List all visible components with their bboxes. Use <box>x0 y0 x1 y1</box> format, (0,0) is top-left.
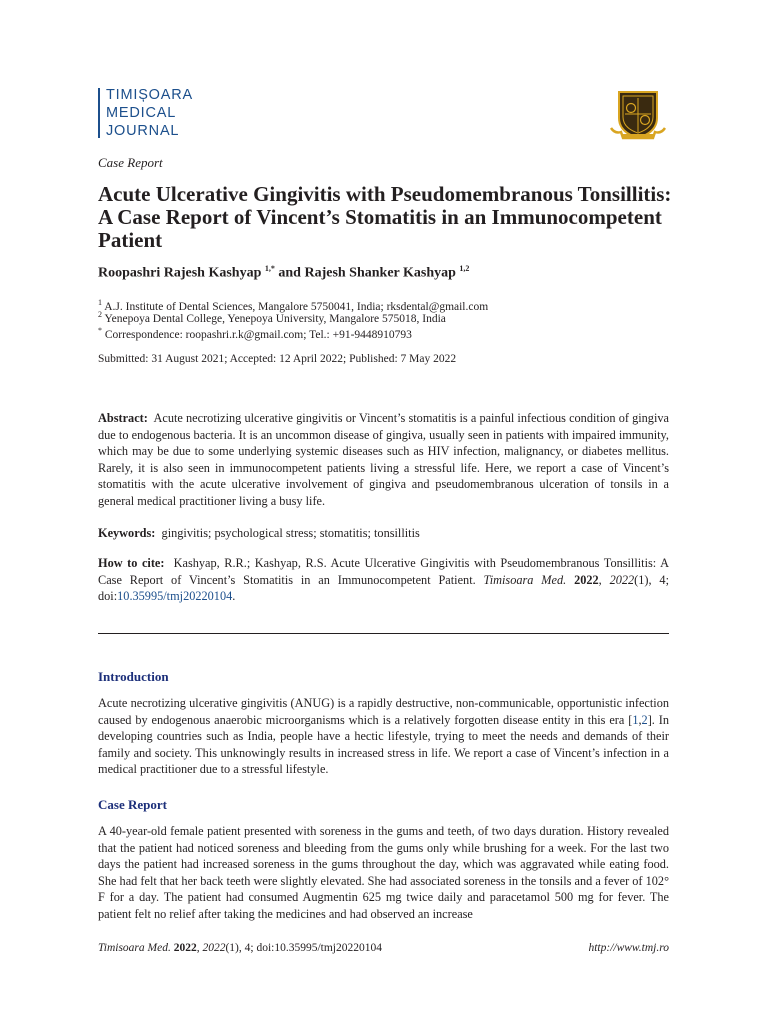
reference-separator: , <box>638 712 642 727</box>
citation-journal: Timisoara Med. <box>483 572 567 587</box>
footer-rest: (1), 4; doi:10.35995/tmj20220104 <box>225 942 382 954</box>
citation-doi-link[interactable]: 10.35995/tmj20220104 <box>117 589 233 603</box>
journal-name-line3: JOURNAL <box>106 123 180 139</box>
abstract-label: Abstract: <box>98 411 148 425</box>
introduction-text-start: Acute necrotizing ulcerative gingivitis (ANUG) is a rapidly destructive, non-communicable, opportunistic infection caused by endogenous anaerobic microorganisms which is a relatively forgotten disease entity in this era [ <box>98 696 669 727</box>
introduction-text <box>98 695 669 778</box>
abstract <box>98 410 669 509</box>
how-to-cite-label: How to cite: <box>98 556 165 570</box>
reference-1-link[interactable]: 1 <box>632 712 639 727</box>
publication-dates: Submitted: 31 August 2021; Accepted: 12 April 2022; Published: 7 May 2022 <box>98 353 457 365</box>
section-divider <box>98 633 669 634</box>
article-type: Case Report <box>98 155 163 170</box>
citation-issue-pages: (1), 4; <box>634 572 669 587</box>
author-list <box>98 264 469 282</box>
footer-year: 2022 <box>173 942 197 954</box>
logo-bar <box>98 88 100 138</box>
footer-url-link[interactable]: http://www.tmj.ro <box>588 942 669 954</box>
citation-doi-prefix: doi: <box>98 589 118 603</box>
journal-name-line2: MEDICAL <box>106 105 177 121</box>
reference-2-link[interactable]: 2 <box>641 712 648 727</box>
journal-name <box>106 86 193 140</box>
correspondence-mark: * <box>98 326 102 335</box>
footer-volume: 2022 <box>202 942 226 954</box>
affiliation-mark: 1 <box>98 298 102 307</box>
article-title: Acute Ulcerative Gingivitis with Pseudomembranous Tonsillitis: A Case Report of Vincent’s Stomatitis in an Immunocompetent Patient <box>98 182 672 252</box>
keywords-text: gingivitis; psychological stress; stomatitis; tonsillitis <box>161 526 420 540</box>
correspondence <box>98 324 412 342</box>
case-report-text: A 40-year-old female patient presented with soreness in the gums and teeth, of two days duration. History revealed that the patient had noticed soreness and bleeding from the gums only while brushing for a week. For the last two days the patient had increased soreness in the gums throughout the day, which was aggravated while eating food. She had felt that her back teeth were slightly elevated. She had associated soreness in the tonsils and a fever of 102° F for a day. The patient had consumed Augmentin 625 mg twice daily and paracetamol 500 mg for fever. The patient felt no relief after taking the medicines and had observed an increase <box>98 824 669 921</box>
introduction-heading: Introduction <box>98 669 169 684</box>
author-2: Rajesh Shanker Kashyap <box>304 265 456 281</box>
author-conjunction: and <box>274 265 305 281</box>
author-1: Roopashri Rajesh Kashyap <box>98 265 262 281</box>
keywords-label: Keywords: <box>98 526 156 540</box>
author-1-affiliation-mark: 1,* <box>264 264 275 273</box>
citation-text: Kashyap, R.R.; Kashyap, R.S. Acute Ulcerative Gingivitis with Pseudomembranous Tonsillitis: A Case Report of Vincent’s Stomatitis in an Immunocompetent Patient. <box>98 556 669 587</box>
author-2-affiliation-mark: 1,2 <box>459 264 470 273</box>
how-to-cite: How to cite: Kashyap, R.R.; Kashyap, R.S. Acute Ulcerative Gingivitis with Pseudomembranous Tonsillitis: A Case Report of Vincent’s Stomatitis in an Immunocompetent Patient. Timisoara Med. 2022, 2022(1), 4; doi:10.35995/tmj20220104. <box>98 556 669 603</box>
affiliation-text: A.J. Institute of Dental Sciences, Mangalore 5750041, India; rksdental@gmail.com <box>104 300 489 313</box>
footer-citation: Timisoara Med. 2022, 2022(1), 4; doi:10.35995/tmj20220104 <box>98 942 382 954</box>
journal-logo <box>98 86 193 140</box>
citation-year: 2022 <box>574 572 599 587</box>
citation-end: . <box>232 589 236 603</box>
keywords <box>98 525 669 542</box>
correspondence-text: Correspondence: roopashri.r.k@gmail.com; Tel.: +91-9448910793 <box>104 328 412 341</box>
affiliation-text: Yenepoya Dental College, Yenepoya University, Mangalore 575018, India <box>104 312 446 325</box>
journal-name-line1: TIMIȘOARA <box>106 87 193 103</box>
case-report-heading: Case Report <box>98 797 167 812</box>
footer-journal: Timisoara Med. <box>98 942 171 954</box>
university-seal-icon <box>609 88 667 142</box>
affiliation-mark: 2 <box>98 310 102 319</box>
introduction-text-end: ]. In developing countries such as India, people have a hectic lifestyle, trying to meet the needs and demands of their family and society. This unknowingly results in increased stress in life. We report a case of Vincent’s infection in a medical practitioner due to a stressful lifestyle. <box>98 712 669 776</box>
citation-volume: 2022 <box>609 572 635 587</box>
abstract-text: Acute necrotizing ulcerative gingivitis or Vincent’s stomatitis is a painful infectious condition of gingiva due to endogenous bacteria. It is an uncommon disease of gingiva, usually seen in patients with impaired immunity, which may be due to some underlying systemic diseases such as HIV infection, malignancy, or diabetes mellitus. Rarely, it is also seen in immunocompetent patients living a stressful life. Here, we report a case of Vincent’s stomatitis with the acute ulcerative involvement of gingiva and pseudomembranous ulceration of tonsils in a general medical practitioner living a busy life. <box>98 411 669 508</box>
